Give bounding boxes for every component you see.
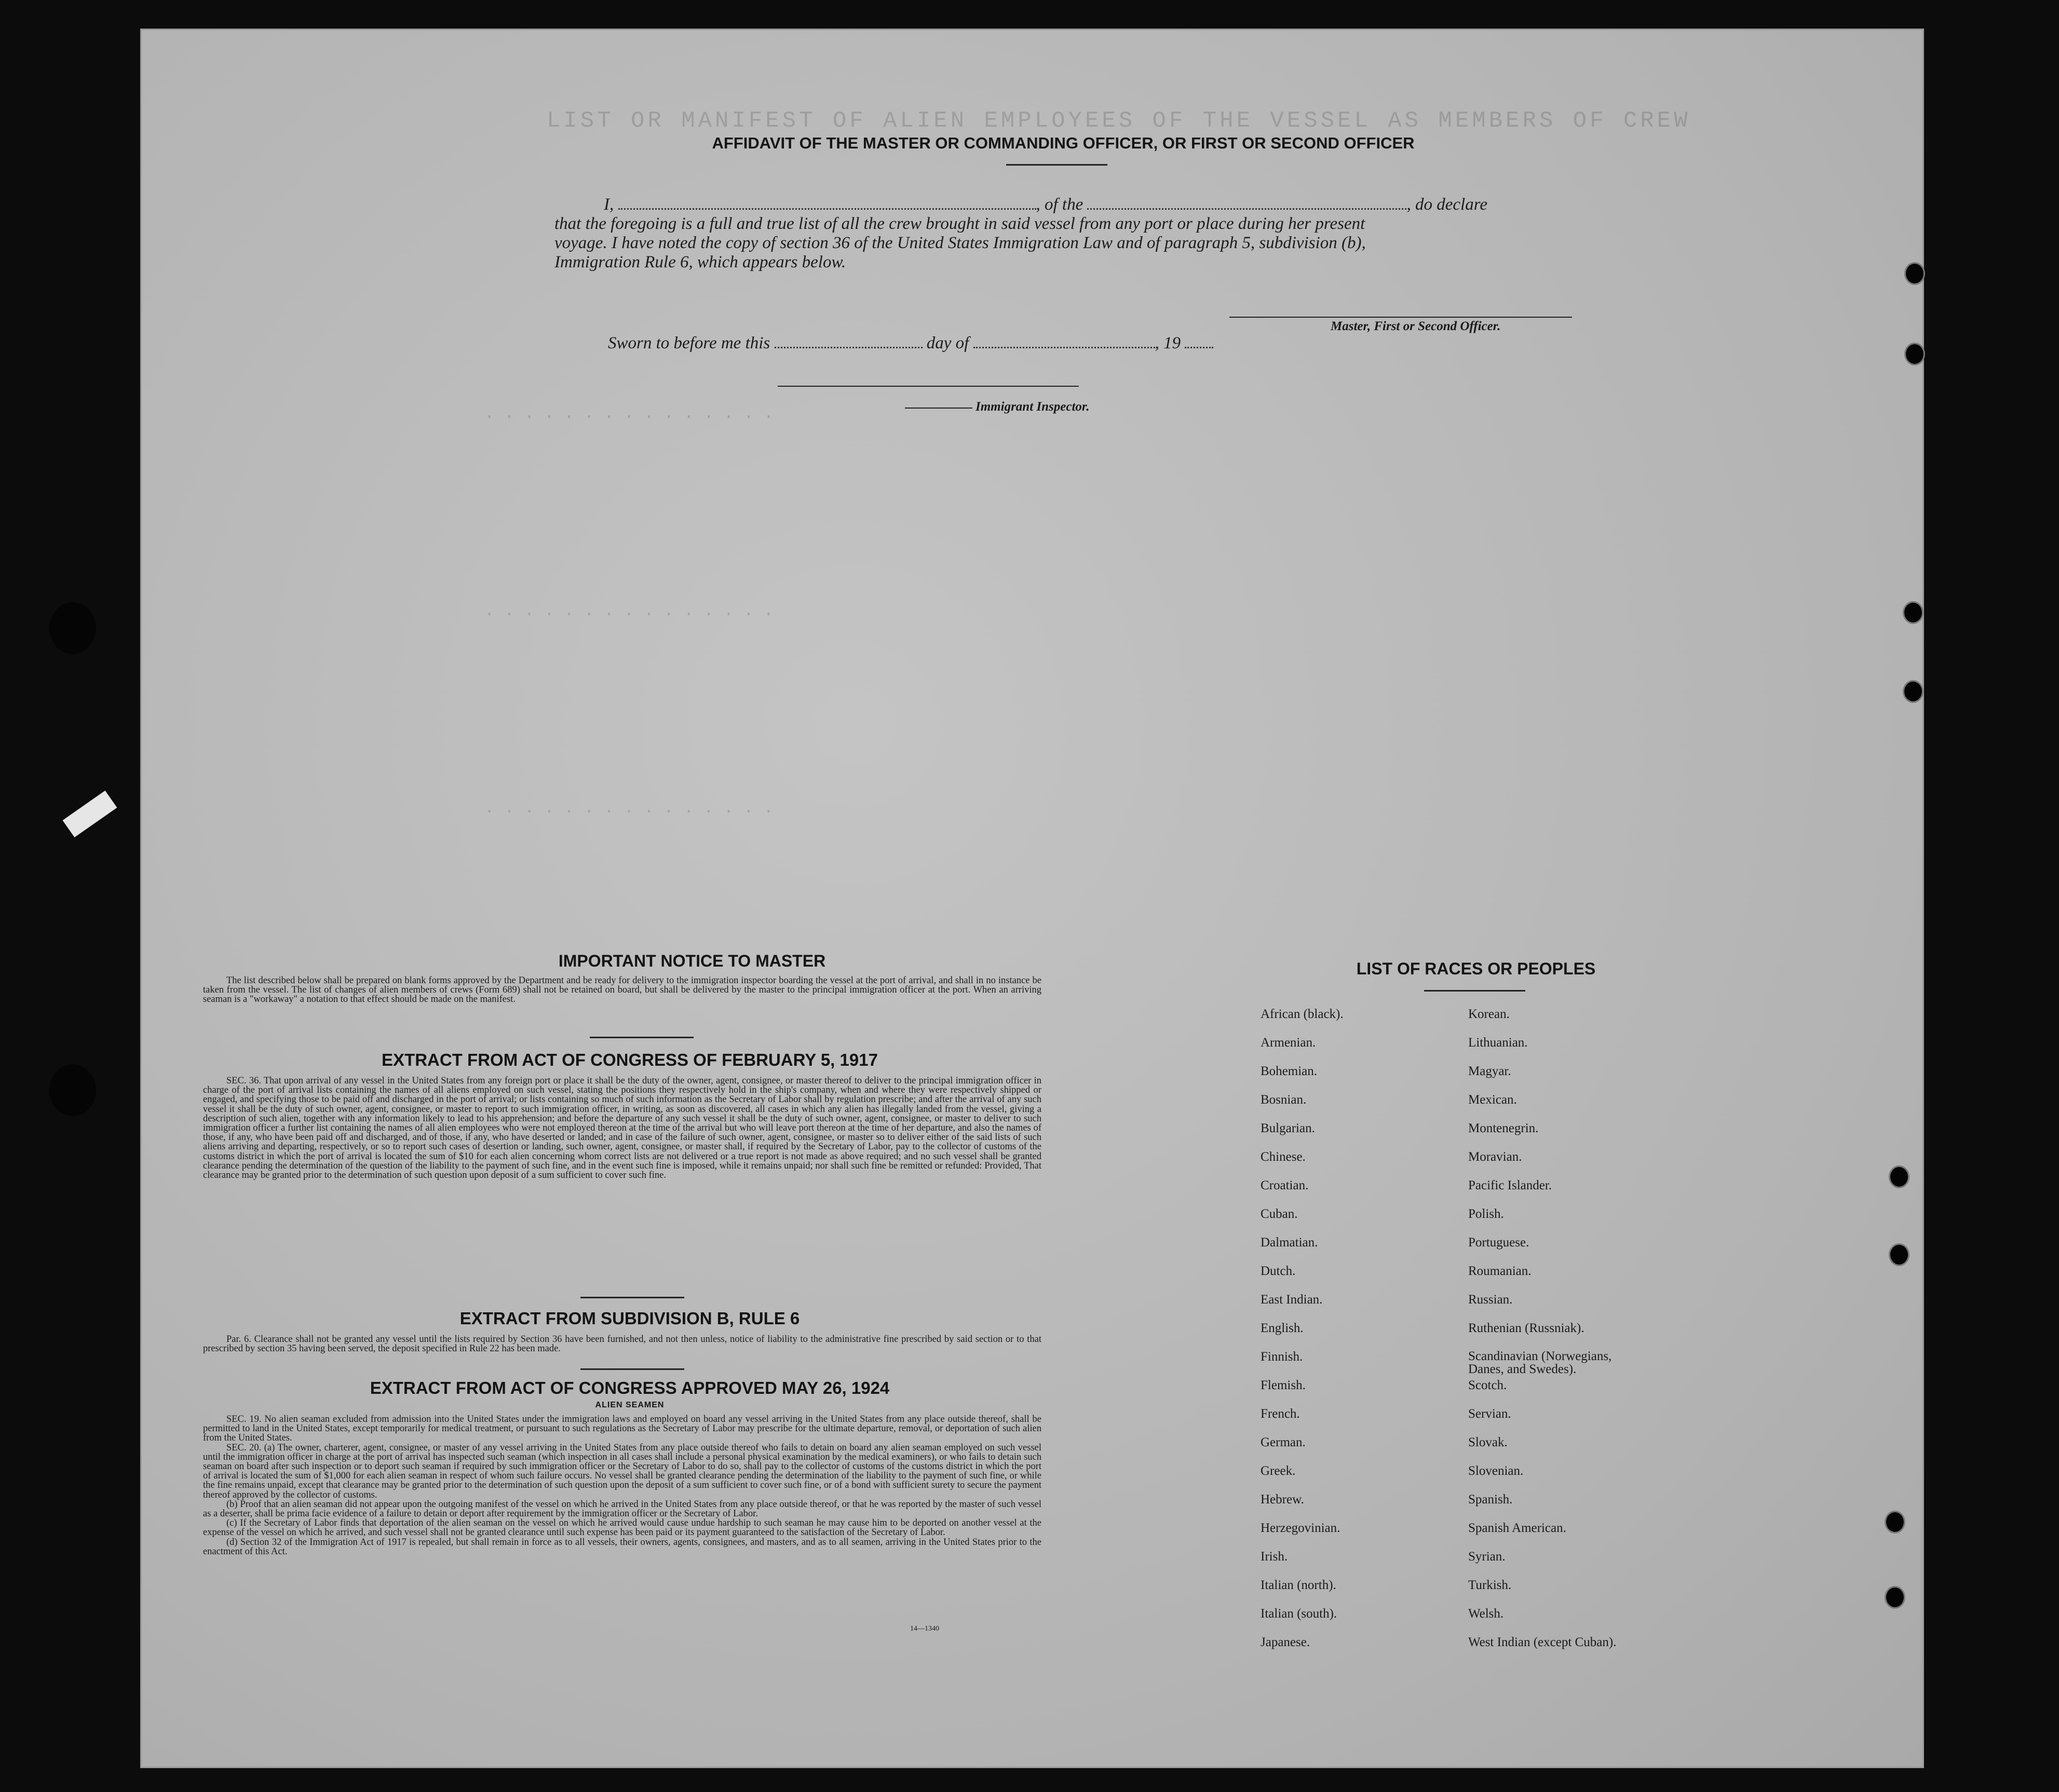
race-item: Cuban. — [1261, 1207, 1298, 1221]
sworn-year-field[interactable] — [1185, 347, 1213, 348]
race-item: Welsh. — [1468, 1607, 1504, 1621]
race-item: Servian. — [1468, 1407, 1511, 1421]
punch-hole — [1889, 1243, 1909, 1266]
subdivision-text — [203, 1335, 1041, 1353]
subdivision-rule — [580, 1368, 684, 1370]
alien-seamen-subtitle: ALIEN SEAMEN — [595, 1401, 665, 1409]
notice-paragraph: The list described below shall be prepared on blank forms approved by the Department and be ready for delivery to the immigration inspector boarding the vessel at the port of arrival, and shall in no instance be taken from the vessel. The list of changes of alien members of crews (Form 689) shall not be retained on board, but shall be delivered by the master to the principal immigration officer at the port. When an arriving seaman is a "workaway" a notation to that effect should be made on the manifest. — [203, 975, 1041, 1005]
punch-hole — [1903, 680, 1923, 703]
sworn-label: Sworn to before me this — [608, 334, 770, 352]
subdivision-title: EXTRACT FROM SUBDIVISION B, RULE 6 — [459, 1309, 800, 1328]
affidavit-line-1 — [604, 195, 1487, 214]
race-item: Ruthenian (Russniak). — [1468, 1321, 1584, 1335]
extract-1924-title: EXTRACT FROM ACT OF CONGRESS APPROVED MAY 26, 1924 — [370, 1378, 890, 1397]
race-item: Scandinavian (Norwegians, Danes, and Swedes). — [1468, 1349, 1612, 1376]
extract-1917-rule — [580, 1297, 684, 1298]
race-item: Pacific Islander. — [1468, 1178, 1552, 1192]
race-item: Spanish American. — [1468, 1521, 1566, 1535]
master-signature-caption: Master, First or Second Officer. — [1331, 319, 1501, 333]
inspector-caption-leader — [905, 408, 972, 409]
extract-1917-text — [203, 1076, 1041, 1180]
race-item: Turkish. — [1468, 1578, 1512, 1592]
i-label: I, — [604, 195, 614, 214]
races-title: LIST OF RACES OR PEOPLES — [1356, 959, 1596, 978]
races-left-column — [1261, 1007, 1344, 1664]
punch-hole — [1904, 343, 1925, 365]
bleed-through-row: . . . . . . . . . . . . . . . — [484, 404, 774, 423]
race-item: Russian. — [1468, 1293, 1513, 1307]
races-title-rule — [1424, 990, 1525, 992]
race-item: Roumanian. — [1468, 1264, 1532, 1278]
race-item: Slovenian. — [1468, 1464, 1524, 1478]
section-20a-paragraph: SEC. 20. (a) The owner, charterer, agent, consignee, or master of any vessel arriving in the United States from any place outside thereof who fails to detain on board any alien seaman employed on such vessel until the immigration officer in charge at the port of arrival has inspected such seaman (which inspection in all cases shall include a personal physical examination by the medical examiners), or who fails to detain such seaman on board after such inspection or to deport such seaman if required by such immigration officer or the Secretary of Labor to do so, shall pay to the collector of customs of the customs district in which the port of arrival is located the sum of $1,000 for each alien seaman in respect of whom such failure occurs. No vessel shall be granted clearance pending the determination of the liability to the payment of such fine, or while the fine remains unpaid, except that clearance may be granted prior to the determination of such question upon the deposit of a sum sufficient to cover such fine, or of a bond with sufficient surety to secure the payment thereof approved by the collector of customs. — [203, 1442, 1041, 1500]
race-item: Syrian. — [1468, 1550, 1506, 1564]
vessel-name-field[interactable] — [1087, 208, 1406, 210]
race-item: Slovak. — [1468, 1435, 1508, 1449]
day-of-label: day of — [926, 334, 969, 352]
section-36-paragraph: SEC. 36. That upon arrival of any vessel in the United States from any foreign port or place it shall be the duty of the owner, agent, consignee, or master thereof to deliver to the principal immigration officer in charge of the port of arrival lists containing the names of all aliens employed on such vessel, stating the positions they respectively hold in the ship's company, when and where they were respectively shipped or engaged, and specifying those to be paid off and discharged in the port of arrival; or lists containing so much of such information as the Secretary of Labor shall by regulation prescribe; and after the arrival of any such vessel it shall be the duty of such owner, agent, consignee, or master to report to such immigration officer, in writing, as soon as discovered, all cases in which any alien has illegally landed from the vessel, giving a description of such alien, together with any information likely to lead to his apprehension; and before the departure of any such vessel it shall be the duty of such owner, agent, consignee, or master to deliver to such immigration officer a further list containing the names of all alien employees who were not employed thereon at the time of the arrival but who will leave port thereon at the time of her departure, and also the names of those, if any, who have been paid off and discharged, and of those, if any, who have deserted or landed; and in case of the failure of such owner, agent, consignee, or master so to deliver either of the said lists of such aliens arriving and departing, respectively, or so to report such cases of desertion or landing, such owner, agent, consignee, or master shall, if required by the Secretary of Labor, pay to the collector of customs of the customs district in which the port of arrival is located the sum of $10 for each alien concerning whom correct lists are not delivered or a true report is not made as above required; and no such vessel shall be granted clearance pending the determination of the question of the liability to the payment of such fine, and in the event such fine is imposed, while it remains unpaid; nor shall such fine be remitted or refunded: Provided, That clearance may be granted prior to the determination of such question upon deposit of a sum sufficient to cover such fine. — [203, 1076, 1041, 1181]
race-item: West Indian (except Cuban). — [1468, 1635, 1617, 1649]
affidavit-title: AFFIDAVIT OF THE MASTER OR COMMANDING OFFICER, OR FIRST OR SECOND OFFICER — [712, 134, 1415, 152]
race-item: Montenegrin. — [1468, 1121, 1539, 1135]
paper-tab — [63, 791, 117, 837]
race-item: Bohemian. — [1261, 1064, 1318, 1078]
race-item: Polish. — [1468, 1207, 1504, 1221]
rule-6-paragraph: Par. 6. Clearance shall not be granted any vessel until the lists required by Section 36 have been furnished, and not then unless, notice of liability to the administrative fine prescribed by said section or to that prescribed by section 35 having been served, the deposit specified in Rule 22 has been made. — [203, 1334, 1041, 1354]
bleed-through-row: . . . . . . . . . . . . . . . — [484, 601, 774, 620]
race-item: Italian (south). — [1261, 1607, 1337, 1621]
section-20c-paragraph: (c) If the Secretary of Labor finds that deportation of the alien seaman on the vessel on which he arrived would cause undue hardship to such seaman he may cause him to be deported on another vessel at the expense of the vessel on which he arrived, and such vessel shall not be granted clearance until such expense has been paid or its payment guaranteed to the satisfaction of the Secretary of Labor. — [203, 1518, 1041, 1538]
sworn-line — [608, 334, 1213, 353]
form-page — [140, 29, 1924, 1768]
race-item: Portuguese. — [1468, 1236, 1529, 1250]
race-item: Greek. — [1261, 1464, 1296, 1478]
notice-text — [203, 976, 1041, 1004]
affidavit-line-3: voyage. I have noted the copy of section 36 of the United States Immigration Law and of paragraph 5, subdivision (b), — [554, 234, 1366, 252]
race-item: Irish. — [1261, 1550, 1288, 1564]
race-item: Japanese. — [1261, 1635, 1310, 1649]
race-item: Chinese. — [1261, 1150, 1306, 1164]
affidavit-line-4: Immigration Rule 6, which appears below. — [554, 253, 846, 271]
bleed-through-row: . . . . . . . . . . . . . . . — [484, 798, 774, 818]
section-20b-paragraph: (b) Proof that an alien seaman did not appear upon the outgoing manifest of the vessel on which he arrived in the United States from any place outside thereof, or that he was reported by the master of such vessel as a deserter, shall be prima facie evidence of a failure to detain or deport after requirement by the immigration officer or the Secretary of Labor. — [203, 1499, 1041, 1519]
officer-name-field[interactable] — [618, 208, 1036, 210]
race-item: Dalmatian. — [1261, 1236, 1318, 1250]
inspector-signature-caption: Immigrant Inspector. — [976, 400, 1090, 414]
inspector-signature-line[interactable] — [778, 386, 1079, 387]
race-item: Bosnian. — [1261, 1093, 1307, 1107]
sworn-month-field[interactable] — [973, 347, 1155, 348]
section-20d-paragraph: (d) Section 32 of the Immigration Act of 1917 is repealed, but shall remain in force as to all vessels, their owners, agents, consignees, and masters, and as to all seamen, arriving in the United States prior to the enactment of this Act. — [203, 1537, 1041, 1557]
punch-hole — [1903, 601, 1923, 624]
races-right-column — [1468, 1007, 1645, 1664]
race-item: German. — [1261, 1435, 1306, 1449]
race-item: Korean. — [1468, 1007, 1510, 1021]
race-item: Bulgarian. — [1261, 1121, 1315, 1135]
race-item: Lithuanian. — [1468, 1036, 1528, 1050]
race-item: Flemish. — [1261, 1378, 1306, 1392]
of-the-label: , of the — [1036, 195, 1083, 214]
notice-rule — [590, 1037, 694, 1038]
sworn-day-field[interactable] — [775, 347, 923, 348]
punch-hole — [1885, 1586, 1905, 1609]
binder-hole — [49, 602, 96, 654]
bleed-through-header: LIST OR MANIFEST OF ALIEN EMPLOYEES OF THE VESSEL AS MEMBERS OF CREW — [547, 108, 1691, 134]
master-signature-line[interactable] — [1229, 317, 1572, 318]
race-item: Croatian. — [1261, 1178, 1309, 1192]
race-item: Scotch. — [1468, 1378, 1507, 1392]
race-item: Finnish. — [1261, 1350, 1303, 1364]
race-item: Hebrew. — [1261, 1492, 1304, 1506]
punch-hole — [1885, 1511, 1905, 1533]
race-item: Italian (north). — [1261, 1578, 1336, 1592]
race-item: French. — [1261, 1407, 1300, 1421]
race-item: Armenian. — [1261, 1036, 1316, 1050]
race-item: Spanish. — [1468, 1492, 1513, 1506]
binder-hole — [49, 1064, 96, 1116]
year-prefix-label: , 19 — [1155, 334, 1181, 352]
race-item: Mexican. — [1468, 1093, 1517, 1107]
race-item: Herzegovinian. — [1261, 1521, 1340, 1535]
punch-hole — [1889, 1165, 1909, 1188]
notice-title: IMPORTANT NOTICE TO MASTER — [558, 952, 826, 970]
form-number: 14—1340 — [910, 1625, 939, 1633]
race-item: Magyar. — [1468, 1064, 1511, 1078]
do-declare-label: , do declare — [1406, 195, 1487, 214]
race-item: English. — [1261, 1321, 1304, 1335]
punch-hole — [1904, 262, 1925, 285]
extract-1924-text — [203, 1415, 1041, 1556]
extract-1917-title: EXTRACT FROM ACT OF CONGRESS OF FEBRUARY 5, 1917 — [382, 1050, 878, 1069]
section-19-paragraph: SEC. 19. No alien seaman excluded from admission into the United States under the immigration laws and employed on board any vessel arriving in the United States from any place outside thereof, shall be permitted to land in the United States, except temporarily for medical treatment, or pursuant to such regulations as the Secretary of Labor may prescribe for the ultimate departure, removal, or deportation of such alien from the United States. — [203, 1414, 1041, 1444]
race-item: Moravian. — [1468, 1150, 1522, 1164]
race-item: East Indian. — [1261, 1293, 1323, 1307]
race-item: African (black). — [1261, 1007, 1344, 1021]
race-item: Dutch. — [1261, 1264, 1296, 1278]
affidavit-title-rule — [1006, 164, 1107, 166]
affidavit-line-2: that the foregoing is a full and true list of all the crew brought in said vessel from any port or place during her present — [554, 214, 1365, 233]
